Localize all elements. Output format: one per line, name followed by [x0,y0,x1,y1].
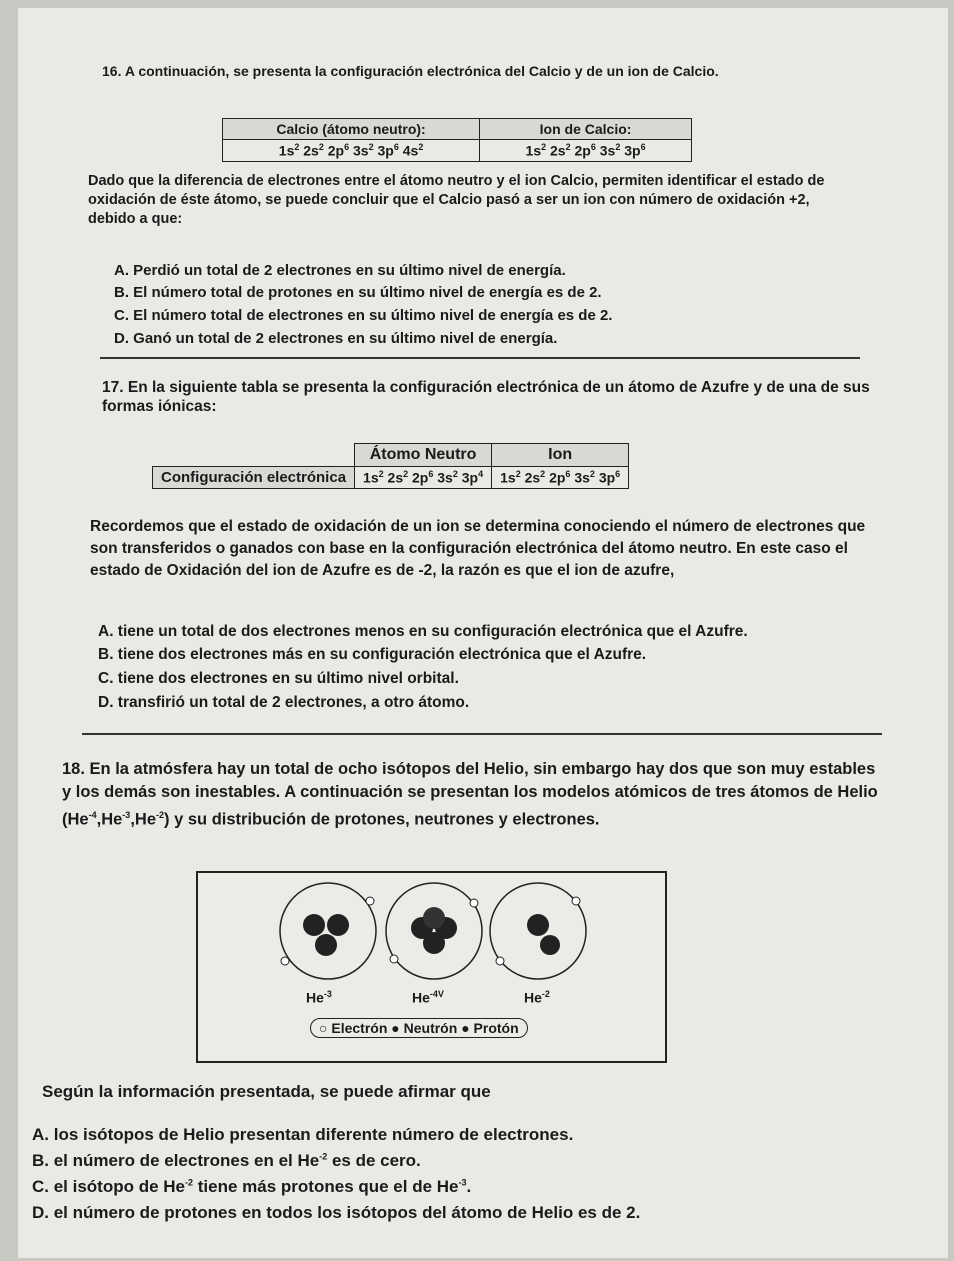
q17-config-table [152,443,629,489]
atom-label-he4: $He^{-4V}$ [412,989,444,1006]
q18-title-start: 18. En la atmósfera hay un total de ocho isótopos del Helio, sin embargo hay dos que son muy estables y los demás son inestables. A continuación se presentan los modelos atómicos de tres átomos de Helio (He [62,760,878,829]
q17-config-neutral: $1s^2$ $2s^2$ $2p^6$ $3s^2$ $3p^4$ [355,467,492,489]
q16-config-ion: $1s^2$ $2s^2$ $2p^6$ $3s^2$ $3p^6$ [480,140,692,162]
q17-title: 17. En la siguiente tabla se presenta la configuración electrónica de un átomo de Azufre y de una de sus formas iónicas: [102,379,870,415]
q17-header-neutral: Átomo Neutro [355,444,492,467]
q17-option-d[interactable]: D. transfirió un total de 2 electrones, a otro átomo. [98,694,470,711]
q18-option-b[interactable]: B. el número de electrones en el $He^{-2}$ es de cero. [32,1151,421,1170]
q16-title: 16. A continuación, se presenta la configuración electrónica del Calcio y de un ion de Calcio. [102,63,719,79]
q16-header-neutral: Calcio (átomo neutro): [223,119,480,140]
q17-row-label: Configuración electrónica [153,467,355,489]
q16-stem: Dado que la diferencia de electrones entre el átomo neutro y el ion Calcio, permiten identificar el estado de oxidación de éste átomo, se puede concluir que el Calcio pasó a ser un ion con número de oxidación +2, debido a que: [88,173,825,227]
orbit-he4 [386,883,482,979]
proton-icon [315,934,337,956]
proton-icon [540,935,560,955]
q16-config-neutral: $1s^2$ $2s^2$ $2p^6$ $3s^2$ $3p^6$ $4s^2$ [223,140,480,162]
atom-he3 [280,883,376,979]
q16-option-b[interactable]: B. El número total de protones en su último nivel de energía es de 2. [114,284,602,301]
electron-icon [496,957,504,965]
legend-proton-icon: ● [461,1020,470,1036]
proton-icon [303,914,325,936]
legend-electron-icon: ○ [319,1020,328,1036]
q18-title: 18. En la atmósfera hay un total de ocho isótopos del Helio, sin embargo hay dos que son muy estables y los demás son inestables. A continuación se presentan los modelos atómicos de tres átomos de Helio $(He^{-4},He^{-3},He^{-2})$ y su distribución de protones, neutrones y electrones. [62,760,878,829]
proton-icon [423,907,445,929]
q18-title-sup-1: -4 [88,810,97,820]
q18-title-end: ) y su distribución de protones, neutrones y electrones. [164,810,600,829]
q16-config-table [222,118,692,162]
q18-title-sup-2: -3 [122,810,131,820]
q18-title-sup-3: -2 [156,810,165,820]
q18-option-a[interactable]: A. los isótopos de Helio presentan diferente número de electrones. [32,1125,574,1144]
legend-electron: Electrón [331,1020,388,1036]
electron-icon [470,899,478,907]
orbit-he3 [280,883,376,979]
q17-option-c[interactable]: C. tiene dos electrones en su último nivel orbital. [98,670,459,687]
q17-option-a[interactable]: A. tiene un total de dos electrones menos en su configuración electrónica que el Azufre. [98,623,748,640]
atom-models-figure [196,871,667,1063]
q16-option-d[interactable]: D. Ganó un total de 2 electrones en su último nivel de energía. [114,330,558,347]
atom-he4 [386,883,482,979]
legend-proton: Protón [473,1020,519,1036]
electron-icon [390,955,398,963]
electron-icon [366,897,374,905]
proton-icon [527,914,549,936]
electron-icon [281,957,289,965]
neutron-icon [423,932,445,954]
legend-neutron-icon: ● [391,1020,400,1036]
electron-icon [572,897,580,905]
q16-header-ion: Ion de Calcio: [480,119,692,140]
atom-label-he2: $He^{-2}$ [524,989,550,1006]
neutron-icon [327,914,349,936]
q16-option-a[interactable]: A. Perdió un total de 2 electrones en su último nivel de energía. [114,262,566,279]
q16-option-c[interactable]: C. El número total de electrones en su último nivel de energía es de 2. [114,307,613,324]
atom-legend [310,1018,528,1038]
q17-config-ion: $1s^2$ $2s^2$ $2p^6$ $3s^2$ $3p^6$ [492,467,629,489]
atom-label-he3: $He^{-3}$ [306,989,332,1006]
divider-2 [82,733,882,735]
q17-stem: Recordemos que el estado de oxidación de un ion se determina conociendo el número de electrones que son transferidos o ganados con base en la configuración electrónica del átomo neutro. En este caso el estado de Oxidación del ion de Azufre es de -2, la razón es que el ion de azufre, [90,518,866,579]
atom-he2 [490,883,586,979]
q18-stem: Según la información presentada, se puede afirmar que [42,1082,491,1101]
q17-header-ion: Ion [492,444,629,467]
q18-option-d[interactable]: D. el número de protones en todos los isótopos del átomo de Helio es de 2. [32,1203,641,1222]
divider-1 [100,357,860,359]
q17-option-b[interactable]: B. tiene dos electrones más en su configuración electrónica que el Azufre. [98,646,647,663]
legend-neutron: Neutrón [403,1020,458,1036]
q18-option-c[interactable]: C. el isótopo de $He^{-2}$ tiene más protones que el de $He^{-3}$. [32,1177,472,1196]
